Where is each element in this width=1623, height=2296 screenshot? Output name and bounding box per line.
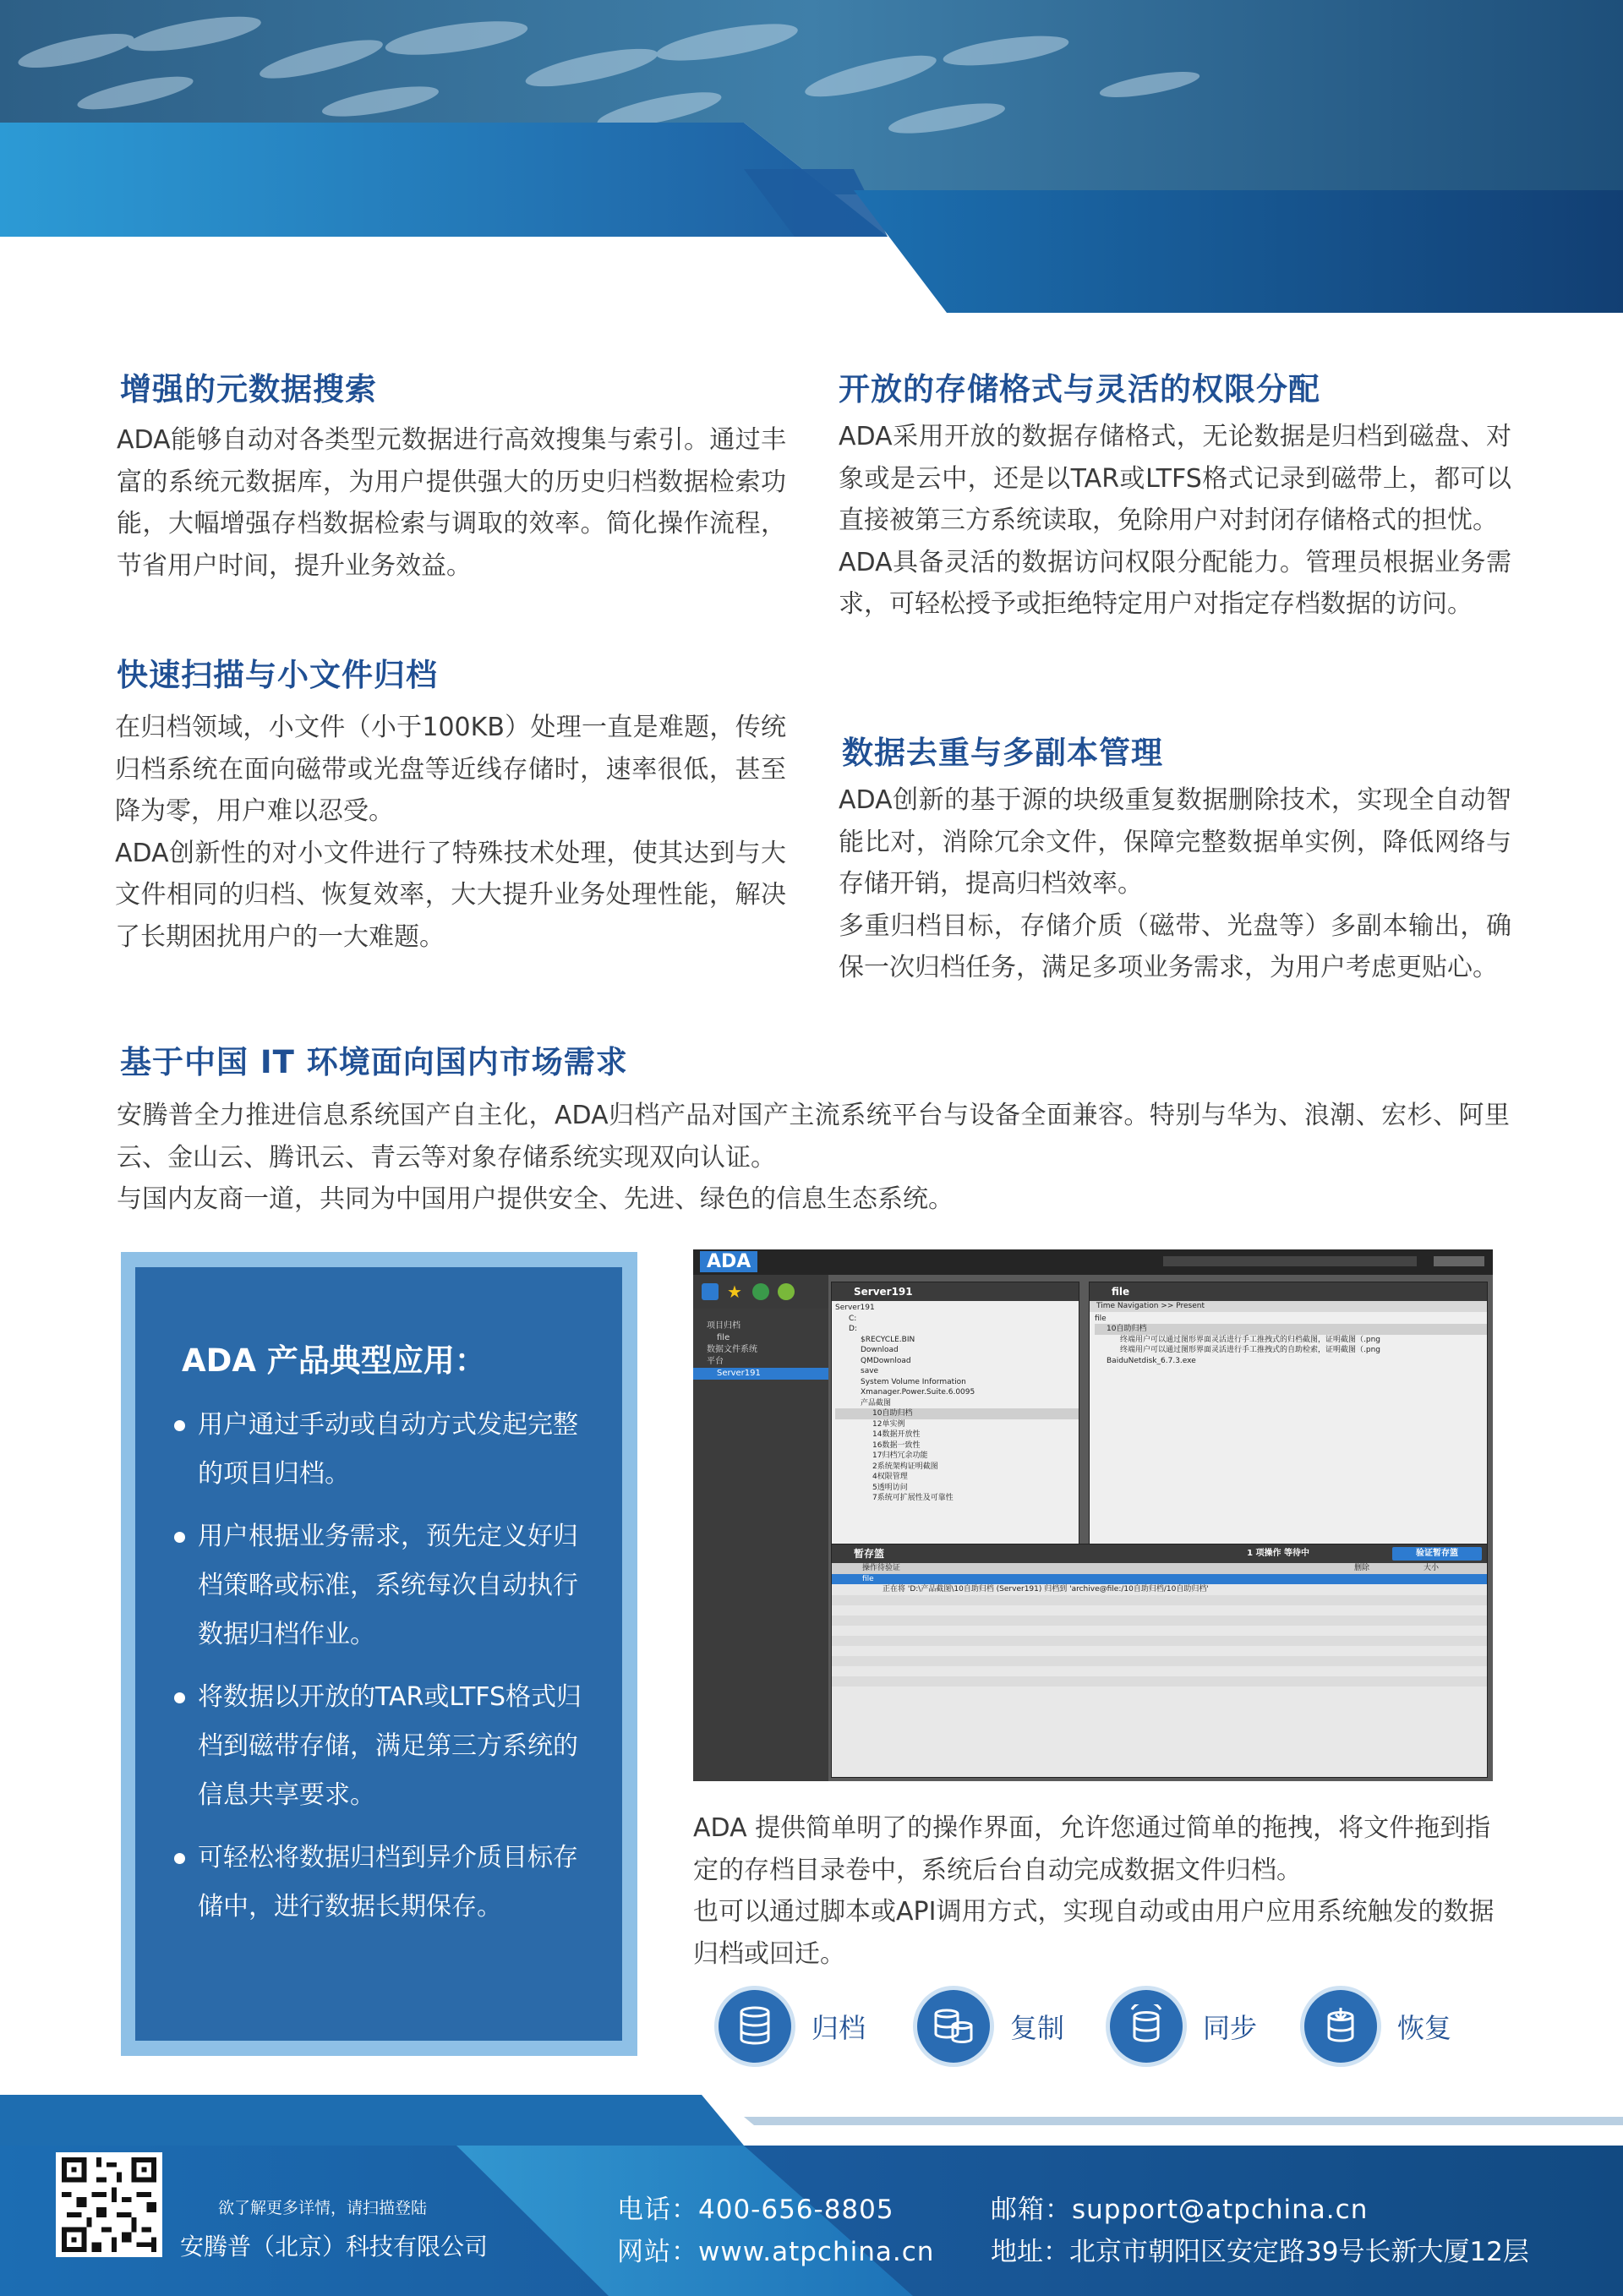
china-it-title: 基于中国 IT 环境面向国内市场需求: [120, 1044, 628, 1080]
china-it-text-1: 安腾普全力推进信息系统国产自主化，ADA归档产品对国产主流系统平台与设备全面兼容。特别与华为、浪潮、宏杉、阿里云、金山云、腾讯云、青云等对象存储系统实现双向认证。: [117, 1101, 1510, 1173]
queue-title: 暂存篮: [854, 1548, 885, 1560]
application-item: 用户通过手动或自动方式发起完整的项目归档。: [169, 1401, 600, 1499]
metadata-search-title: 增强的元数据搜索: [120, 371, 377, 407]
gear-icon: [778, 1283, 795, 1300]
server-row: 16数据一致性: [872, 1440, 921, 1450]
file-row: file: [1095, 1314, 1107, 1323]
fast-scan-title: 快速扫描与小文件归档: [117, 657, 438, 693]
metadata-search-text: ADA能够自动对各类型元数据进行高效搜集与索引。通过丰富的系统元数据库，为用户提供强大的历史归档数据检索功能，大幅增强存档数据检索与调取的效率。简化操作流程，节省用户时间，提升业务效益。: [117, 425, 786, 581]
file-row: BaiduNetdisk_6.7.3.exe: [1107, 1356, 1196, 1365]
dedup-text-2: 多重归档目标，存储介质（磁带、光盘等）多副本输出，确保一次归档任务，满足多项业务需求，为用户考虑更贴心。: [839, 910, 1511, 982]
left-tree-item: 平台: [707, 1357, 724, 1366]
fish-banner-graphic: [0, 0, 1623, 321]
open-storage-text-1: ADA采用开放的数据存储格式，无论数据是归档到磁盘、对象或是云中，还是以TAR或LTFS格式记录到磁带上，都可以直接被第三方系统读取，免除用户对封闭存储格式的担忧。: [839, 422, 1511, 535]
header-banner: [0, 0, 1623, 321]
queue-pane-header: [832, 1544, 1487, 1563]
feature-archive: [719, 1988, 866, 2064]
queue-row-file[interactable]: file: [832, 1574, 1487, 1585]
folder-tool-icon: [702, 1283, 719, 1300]
file-pane-title: file: [1090, 1282, 1487, 1301]
queue-col-size: 大小: [1424, 1564, 1440, 1572]
server-row: 12单实例: [872, 1419, 905, 1429]
applications-panel: [135, 1267, 622, 2041]
server-row: 5透明访问: [872, 1483, 908, 1492]
application-item: 用户根据业务需求，预先定义好归档策略或标准，系统每次自动执行数据归档作业。: [169, 1512, 600, 1659]
application-item: 将数据以开放的TAR或LTFS格式归档到磁带存储，满足第三方系统的信息共享要求。: [169, 1673, 600, 1820]
caption-text-2: 也可以通过脚本或API调用方式，实现自动或由用户应用系统触发的数据归档或回迁。: [693, 1897, 1495, 1969]
fast-scan-text-2: ADA创新性的对小文件进行了特殊技术处理，使其达到与大文件相同的归档、恢复效率，大大提升业务处理性能，解决了长期困扰用户的一大难题。: [115, 838, 786, 952]
verify-queue-button[interactable]: 验证暂存篮: [1392, 1547, 1482, 1561]
queue-row-task[interactable]: 正在将 'D:\产品截图\10自助归档 (Server191) 归档到 'archive@file:/10自助归档/10自助归档': [883, 1585, 1209, 1594]
feature-label: 恢复: [1397, 2012, 1452, 2044]
server-pane-title: Server191: [832, 1282, 1079, 1301]
star-icon: ★: [727, 1282, 742, 1302]
left-tree-item: 数据文件系统: [707, 1345, 757, 1354]
server-row: Xmanager.Power.Suite.6.0095: [861, 1388, 975, 1397]
copy-icon: [917, 1990, 990, 2063]
left-tree-panel: [693, 1309, 828, 1781]
queue-col-op: 操作待验证: [862, 1564, 901, 1572]
caption-text-1: ADA 提供简单明了的操作界面，允许您通过简单的拖拽，将文件拖到指定的存档目录卷中，系统后台自动完成数据文件归档。: [693, 1813, 1491, 1885]
queue-pane: [831, 1544, 1488, 1778]
application-item: 可轻松将数据归档到异介质目标存储中，进行数据长期保存。: [169, 1834, 600, 1932]
fast-scan-body: [115, 707, 786, 958]
open-storage-text-2: ADA具备灵活的数据访问权限分配能力。管理员根据业务需求，可轻松授予或拒绝特定用户对指定存档数据的访问。: [839, 547, 1511, 619]
feature-restore: [1304, 1988, 1451, 2064]
feature-sync: [1110, 1988, 1257, 2064]
website-link[interactable]: 网站：www.atpchina.cn: [617, 2237, 935, 2267]
server-row: C:: [849, 1314, 857, 1323]
sync-icon: [1110, 1990, 1183, 2063]
queue-columns: [832, 1563, 1487, 1574]
feature-label: 归档: [812, 2012, 866, 2044]
window-controls: [1434, 1256, 1484, 1266]
qr-hint: 欲了解更多详情，请扫描登陆: [218, 2199, 428, 2217]
dedup-text-1: ADA创新的基于源的块级重复数据删除技术，实现全自动智能比对，消除冗余文件，保障完整数据单实例，降低网络与存储开销，提高归档效率。: [839, 785, 1511, 899]
file-row: 10自助归档: [1095, 1324, 1487, 1335]
open-storage-body: [839, 416, 1511, 626]
applications-title: ADA 产品典型应用：: [182, 1342, 486, 1379]
ada-ui-screenshot: [693, 1249, 1493, 1781]
server-row: 2系统架构证明截图: [872, 1462, 938, 1471]
china-it-body: [117, 1095, 1510, 1221]
server-row: D:: [849, 1325, 857, 1333]
server-row: 产品截图: [861, 1398, 892, 1408]
queue-col-delete: 删除: [1354, 1564, 1370, 1572]
screenshot-titlebar: [693, 1249, 1493, 1275]
server-row: save: [861, 1367, 879, 1375]
left-tree-item: Server191: [693, 1368, 828, 1380]
phone[interactable]: 电话：400-656-8805: [617, 2195, 894, 2225]
server-row: 4权限管理: [872, 1473, 908, 1481]
restore-icon: [1304, 1990, 1377, 2063]
queue-status: 1 项操作 等待中: [1247, 1549, 1309, 1558]
screenshot-toolbar: [693, 1275, 828, 1309]
feature-copy: [917, 1988, 1064, 2064]
server-tree: [832, 1301, 1079, 1504]
file-pane: [1089, 1282, 1488, 1564]
dedup-body: [839, 779, 1511, 989]
dedup-title: 数据去重与多副本管理: [842, 735, 1163, 771]
tool-icon: [752, 1283, 769, 1300]
left-tree-item: file: [717, 1333, 730, 1342]
server-row: 14数据开放性: [872, 1430, 921, 1439]
server-row: QMDownload: [861, 1356, 911, 1365]
archive-icon: [719, 1990, 791, 2063]
china-it-text-2: 与国内友商一道，共同为中国用户提供安全、先进、绿色的信息生态系统。: [117, 1184, 954, 1214]
ada-logo: ADA: [700, 1251, 757, 1272]
server-row: Server191: [835, 1304, 875, 1312]
server-row: $RECYCLE.BIN: [861, 1335, 915, 1344]
email-link[interactable]: 邮箱：support@atpchina.cn: [991, 2195, 1369, 2225]
address: 地址：北京市朝阳区安定路39号长新大厦12层: [991, 2237, 1529, 2267]
open-storage-title: 开放的存储格式与灵活的权限分配: [839, 371, 1320, 407]
metadata-search-body: [117, 419, 786, 587]
titlebar-status: [1163, 1256, 1417, 1266]
server-row-selected: 10自助归档: [835, 1408, 1079, 1419]
fast-scan-text-1: 在归档领域，小文件（小于100KB）处理一直是难题，传统归档系统在面向磁带或光盘等近线存储时，速率很低，甚至降为零，用户难以忍受。: [115, 713, 786, 826]
file-row: 终端用户可以通过图形界面灵活进行手工推拽式的自助检索，证明截图（.png: [1120, 1346, 1380, 1354]
company-name: 安腾普（北京）科技有限公司: [180, 2233, 489, 2260]
file-row: 终端用户可以通过图形界面灵活进行手工推拽式的归档截图，证明截图（.png: [1120, 1335, 1380, 1344]
file-tree: [1090, 1312, 1487, 1367]
applications-list: [169, 1401, 600, 1945]
left-tree-item: 项目归档: [707, 1321, 740, 1331]
server-row: Download: [861, 1346, 899, 1354]
feature-label: 同步: [1203, 2012, 1258, 2044]
screenshot-caption: [693, 1807, 1496, 1975]
file-pane-nav: Time Navigation >> Present: [1090, 1301, 1487, 1312]
server-row: 17归档冗余功能: [872, 1451, 928, 1460]
server-row: System Volume Information: [861, 1377, 966, 1386]
feature-label: 复制: [1010, 2012, 1065, 2044]
server-pane: [831, 1282, 1079, 1564]
server-row: 7系统可扩展性及可靠性: [872, 1494, 954, 1502]
qr-code[interactable]: [56, 2152, 162, 2257]
